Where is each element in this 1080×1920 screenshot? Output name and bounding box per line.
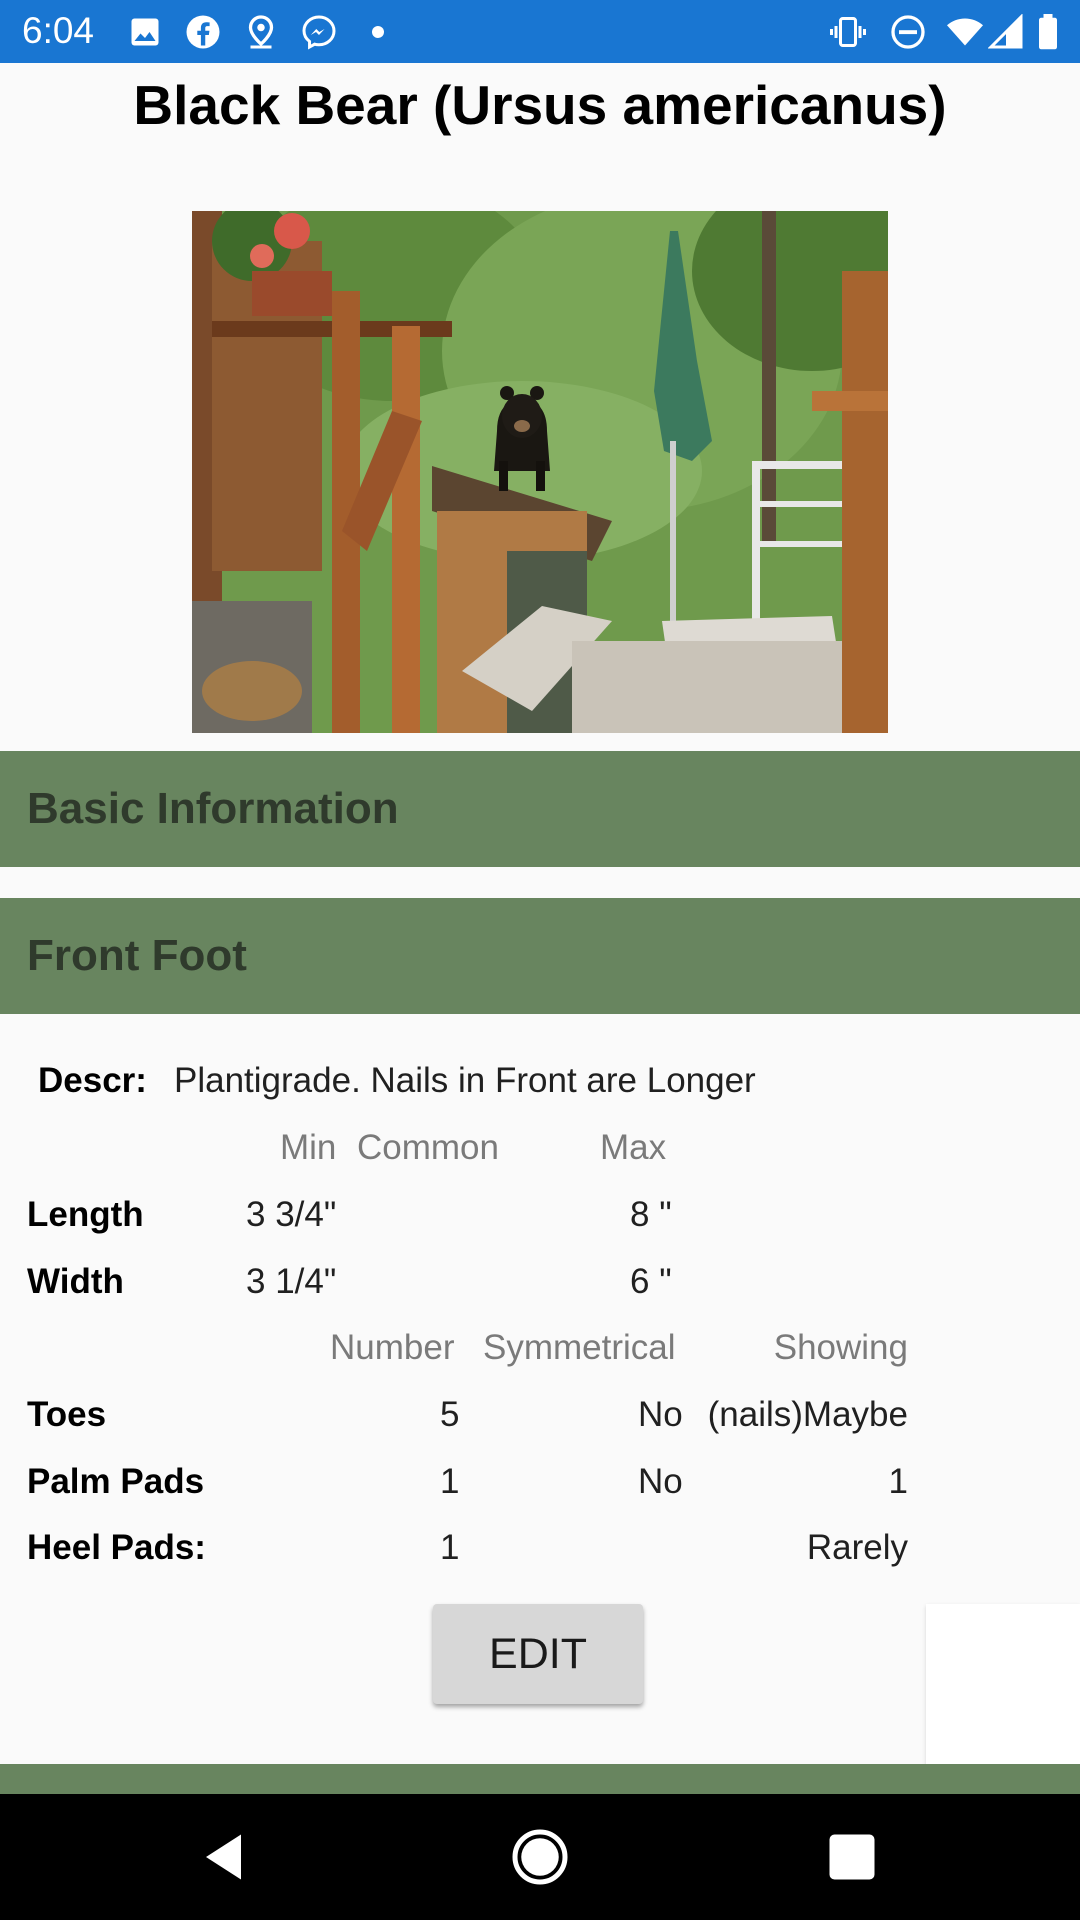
- header-number: Number: [330, 1328, 455, 1367]
- image-icon: [127, 14, 163, 50]
- section-basic-information-label: Basic Information: [27, 784, 399, 833]
- location-pin-icon: [243, 14, 279, 50]
- status-bar: [0, 0, 1080, 63]
- section-front-foot-label: Front Foot: [27, 931, 247, 980]
- header-min: Min: [280, 1128, 337, 1167]
- palm-pads-symmetrical: No: [638, 1462, 683, 1501]
- header-symmetrical: Symmetrical: [483, 1328, 676, 1367]
- dot-icon: [369, 14, 387, 50]
- do-not-disturb-icon: [890, 14, 926, 50]
- page-title: Black Bear (Ursus americanus): [133, 74, 947, 136]
- header-showing: Showing: [773, 1328, 908, 1367]
- width-label: Width: [27, 1262, 124, 1301]
- length-label: Length: [27, 1195, 144, 1234]
- palm-pads-label: Palm Pads: [27, 1462, 205, 1501]
- next-section-header[interactable]: [0, 1764, 1080, 1794]
- toes-label: Toes: [27, 1395, 107, 1434]
- header-common: Common: [357, 1128, 499, 1167]
- palm-pads-showing: 1: [888, 1462, 908, 1501]
- toes-symmetrical: No: [638, 1395, 683, 1434]
- recents-icon[interactable]: [822, 1827, 882, 1887]
- heel-pads-label: Heel Pads:: [27, 1528, 206, 1567]
- home-icon[interactable]: [510, 1827, 570, 1887]
- battery-icon: [1035, 14, 1061, 50]
- status-time: 6:04: [22, 10, 95, 51]
- facebook-icon: [185, 14, 221, 50]
- section-front-foot[interactable]: [0, 898, 1080, 1014]
- toes-showing: (nails)Maybe: [707, 1395, 908, 1434]
- descr-label: Descr:: [38, 1061, 147, 1100]
- heel-pads-showing: Rarely: [806, 1528, 908, 1567]
- toes-number: 5: [440, 1395, 460, 1434]
- palm-pads-number: 1: [440, 1462, 460, 1501]
- length-min: 3 3/4": [246, 1195, 337, 1234]
- back-icon[interactable]: [196, 1827, 256, 1887]
- cell-signal-icon: [988, 14, 1024, 50]
- species-photo: [192, 211, 888, 733]
- navigation-bar: [0, 1794, 1080, 1920]
- header-max: Max: [600, 1128, 667, 1167]
- edit-button[interactable]: EDIT: [433, 1604, 643, 1704]
- vibrate-icon: [830, 14, 866, 50]
- overlay-panel: [926, 1604, 1080, 1776]
- wifi-icon: [945, 14, 985, 50]
- messenger-icon: [301, 14, 337, 50]
- width-min: 3 1/4": [246, 1262, 337, 1301]
- heel-pads-number: 1: [440, 1528, 460, 1567]
- width-max: 6 ": [630, 1262, 672, 1301]
- section-basic-information[interactable]: [0, 751, 1080, 867]
- length-max: 8 ": [630, 1195, 672, 1234]
- descr-value: Plantigrade. Nails in Front are Longer: [174, 1061, 756, 1100]
